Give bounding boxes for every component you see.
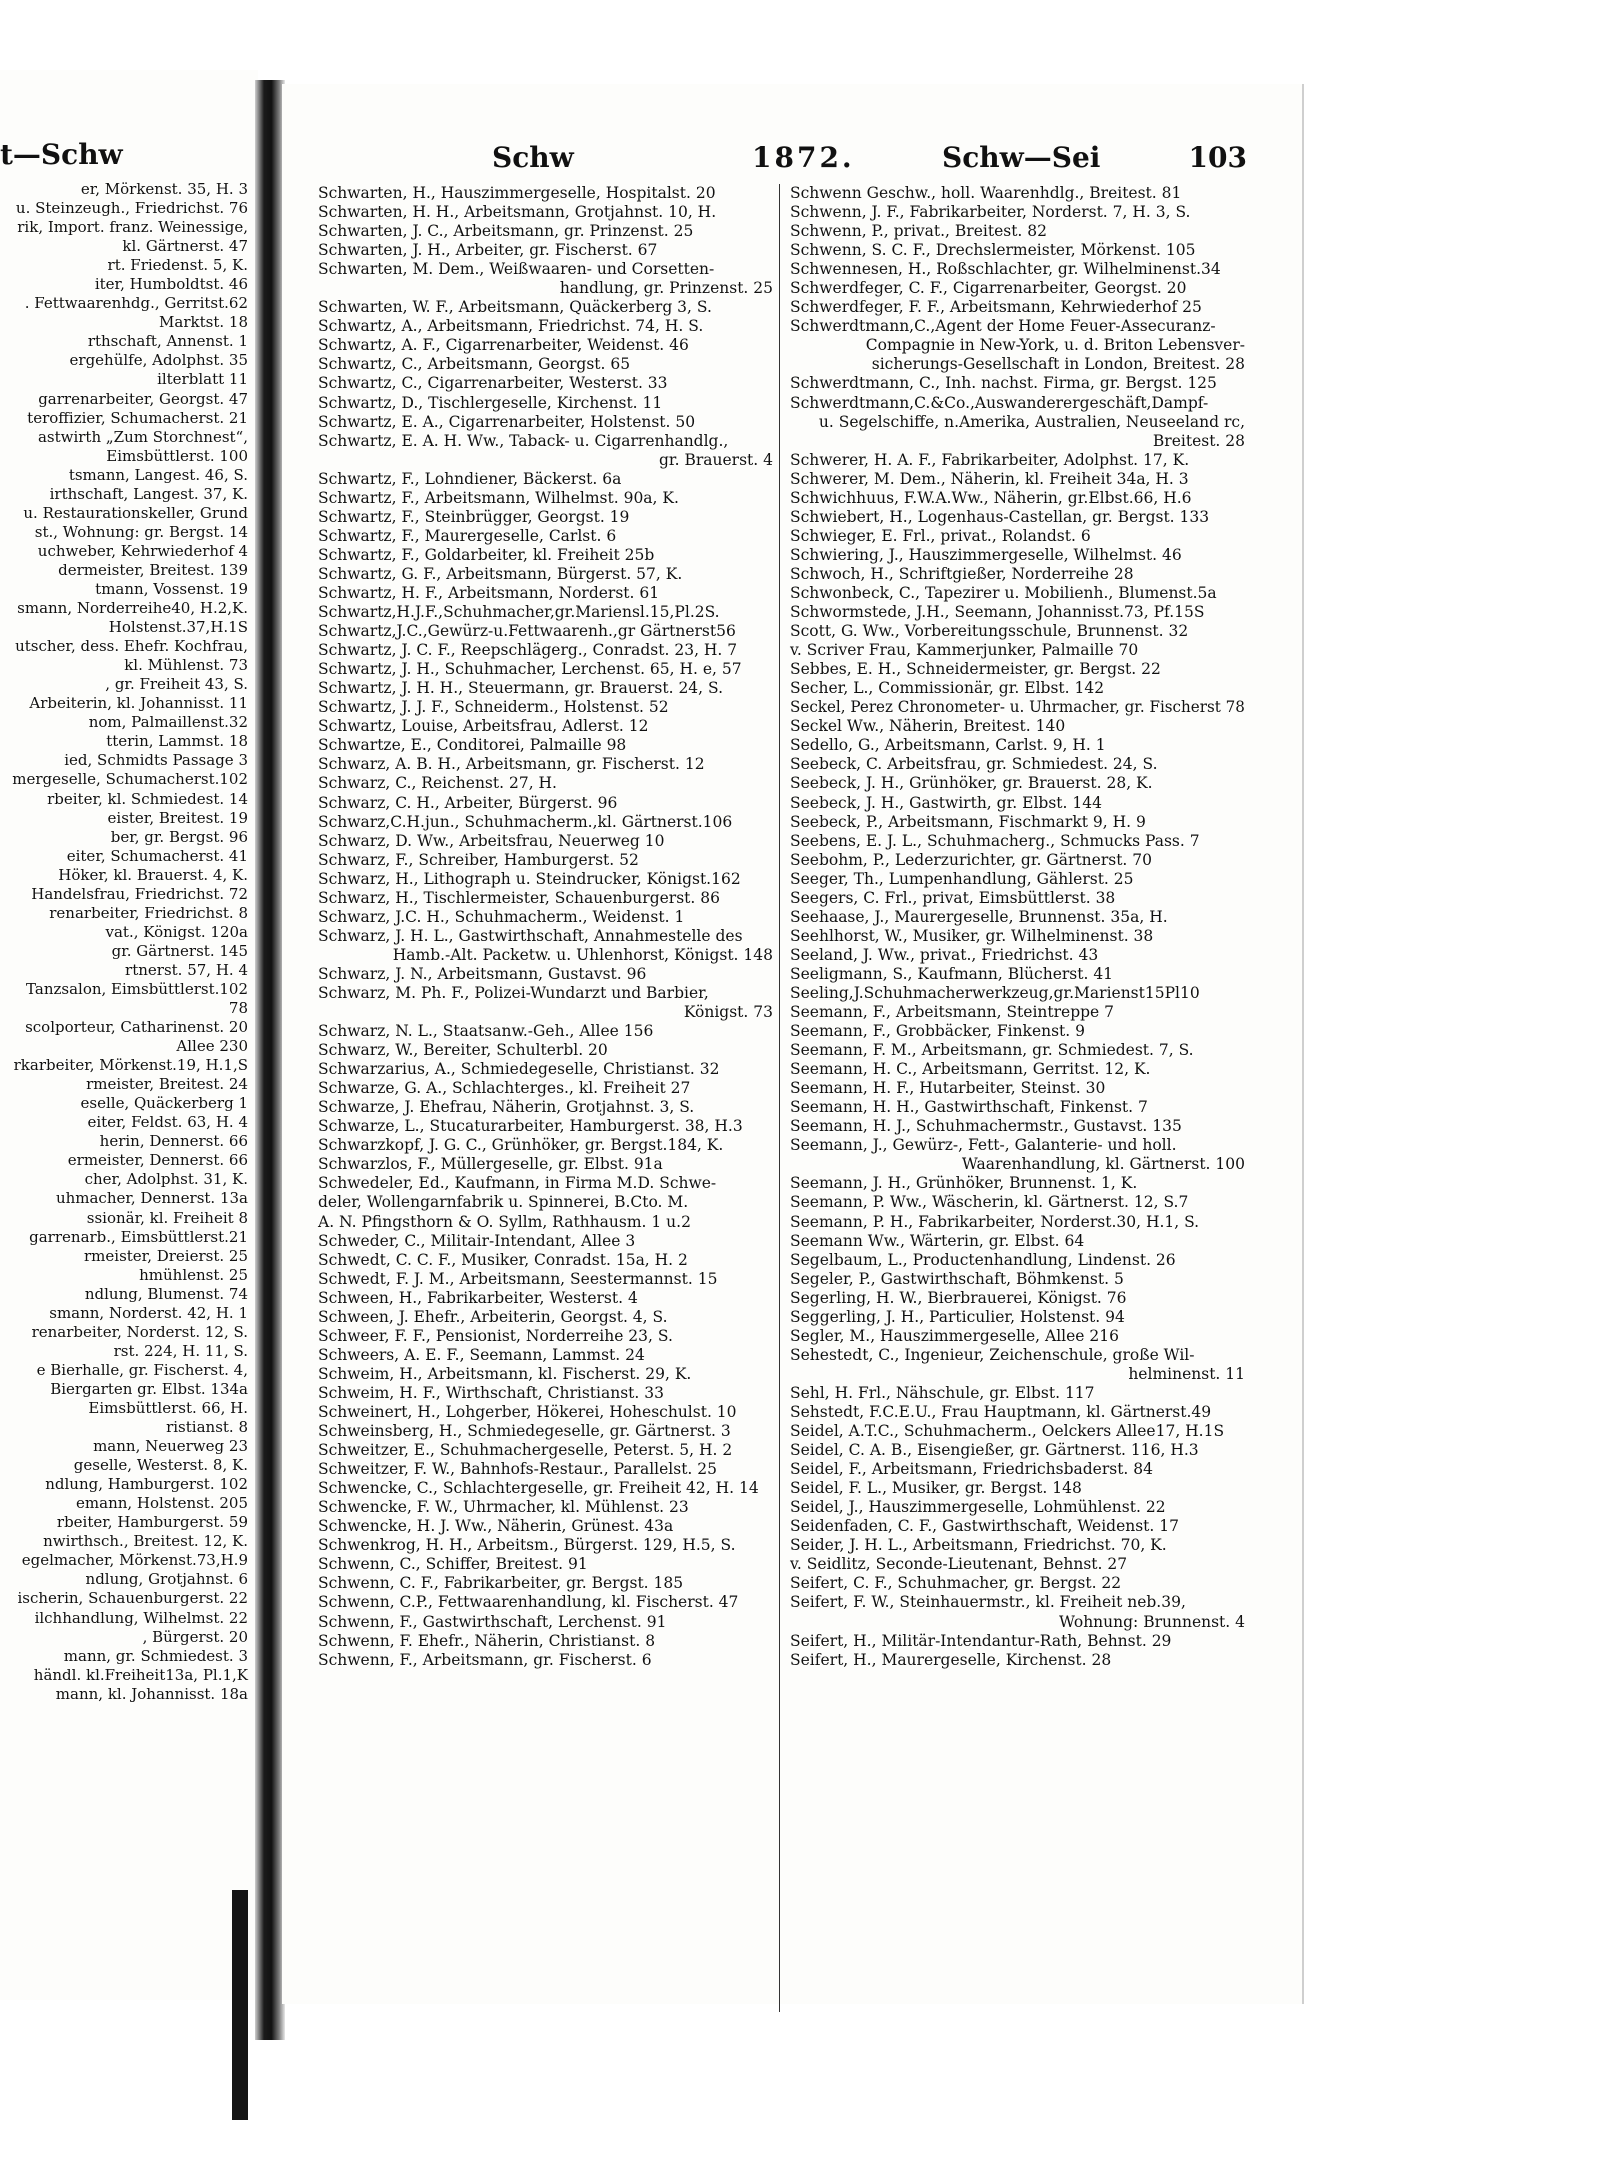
directory-entry: Schwartz, A., Arbeitsmann, Friedrichst. 74, H. S. bbox=[318, 317, 704, 336]
directory-entry: Schwartz, E. A. H. Ww., Taback- u. Cigarrenhandlg., bbox=[318, 431, 729, 450]
previous-page-line: mann, gr. Schmiedest. 3 bbox=[63, 1646, 248, 1665]
directory-column-right bbox=[790, 184, 1245, 1670]
directory-entry: Seemann, P. Ww., Wäscherin, kl. Gärtnerst. 12, S.7 bbox=[790, 1193, 1189, 1212]
directory-entry: Schwarz, M. Ph. F., Polizei-Wundarzt und Barbier, bbox=[318, 983, 709, 1002]
previous-page-line: rik, Import. franz. Weinessige, bbox=[17, 218, 248, 237]
previous-page-line: herin, Dennerst. 66 bbox=[99, 1132, 248, 1151]
previous-page-line: rmeister, Breitest. 24 bbox=[86, 1075, 248, 1094]
directory-entry: Schwartz, F., Maurergeselle, Carlst. 6 bbox=[318, 526, 617, 545]
directory-entry: Schwerdtmann, C., Inh. nachst. Firma, gr. Bergst. 125 bbox=[790, 374, 1217, 393]
directory-entry: Seemann, H. J., Schuhmachermstr., Gustavst. 135 bbox=[790, 1117, 1182, 1136]
directory-entry: Schweer, F. F., Pensionist, Norderreihe 23, S. bbox=[318, 1326, 673, 1345]
directory-entry: Segelbaum, L., Productenhandlung, Lindenst. 26 bbox=[790, 1250, 1176, 1269]
directory-column-left bbox=[318, 184, 773, 1670]
directory-entry: Schwartz, F., Arbeitsmann, Wilhelmst. 90a, K. bbox=[318, 488, 679, 507]
previous-page-line: tmann, Vossenst. 19 bbox=[95, 579, 248, 598]
directory-entry: Schwartz, C., Cigarrenarbeiter, Westerst. 33 bbox=[318, 374, 668, 393]
previous-page-line: händl. kl.Freiheit13a, Pl.1,K bbox=[33, 1665, 248, 1684]
directory-entry: Seemann, F., Arbeitsmann, Steintreppe 7 bbox=[790, 1003, 1115, 1022]
directory-entry: Seemann, H. H., Gastwirthschaft, Finkenst. 7 bbox=[790, 1098, 1148, 1117]
directory-entry: Seidel, F. L., Musiker, gr. Bergst. 148 bbox=[790, 1479, 1082, 1498]
directory-entry: Seehlhorst, W., Musiker, gr. Wilhelminenst. 38 bbox=[790, 926, 1154, 945]
directory-entry: Schweitzer, E., Schuhmachergeselle, Peterst. 5, H. 2 bbox=[318, 1441, 733, 1460]
directory-entry-continuation: Waarenhandlung, kl. Gärtnerst. 100 bbox=[961, 1155, 1245, 1174]
directory-entry: Schwarten, M. Dem., Weißwaaren- und Corsetten- bbox=[318, 260, 715, 279]
book-gutter bbox=[255, 80, 285, 2040]
directory-entry: Schwerdtmann,C.,Agent der Home Feuer-Assecuranz- bbox=[790, 317, 1216, 336]
previous-page-line: garrenarb., Eimsbüttlerst.21 bbox=[29, 1227, 248, 1246]
directory-entry: Schwenn, S. C. F., Drechslermeister, Mörkenst. 105 bbox=[790, 241, 1196, 260]
directory-entry: Schwarz, D. Ww., Arbeitsfrau, Neuerweg 10 bbox=[318, 831, 665, 850]
directory-entry-continuation: handlung, gr. Prinzenst. 25 bbox=[559, 279, 773, 298]
directory-entry: Schwarz,C.H.jun., Schuhmacherm.,kl. Gärtnerst.106 bbox=[318, 812, 733, 831]
previous-page-line: smann, Norderst. 42, H. 1 bbox=[49, 1303, 248, 1322]
directory-entry: Schwedeler, Ed., Kaufmann, in Firma M.D. Schwe- bbox=[318, 1174, 717, 1193]
directory-entry: Schwenn, P., privat., Breitest. 82 bbox=[790, 222, 1047, 241]
header-range: Schw—Sei bbox=[942, 141, 1101, 174]
directory-page bbox=[282, 84, 1304, 2004]
directory-entry: Schwencke, H. J. Ww., Näherin, Grünest. 43a bbox=[318, 1517, 674, 1536]
directory-entry: Secher, L., Commissionär, gr. Elbst. 142 bbox=[790, 679, 1105, 698]
directory-entry: Schweitzer, F. W., Bahnhofs-Restaur., Parallelst. 25 bbox=[318, 1460, 718, 1479]
directory-entry: Segler, M., Hauszimmergeselle, Allee 216 bbox=[790, 1326, 1119, 1345]
previous-page-line: Tanzsalon, Eimsbüttlerst.102 bbox=[26, 979, 248, 998]
directory-entry: Schwarz, N. L., Staatsanw.-Geh., Allee 156 bbox=[318, 1022, 654, 1041]
directory-entry: Seifert, F. W., Steinhauermstr., kl. Freiheit neb.39, bbox=[790, 1593, 1186, 1612]
directory-entry: Schwarz, F., Schreiber, Hamburgerst. 52 bbox=[318, 850, 639, 869]
previous-page-line: ilterblatt 11 bbox=[157, 370, 248, 389]
directory-entry: Schweder, C., Militair-Intendant, Allee 3 bbox=[318, 1231, 636, 1250]
previous-page-line: egelmacher, Mörkenst.73,H.9 bbox=[21, 1551, 248, 1570]
previous-page-line: scolporteur, Catharinenst. 20 bbox=[25, 1018, 248, 1037]
directory-entry: Segerling, H. W., Bierbrauerei, Königst. 76 bbox=[790, 1288, 1127, 1307]
previous-page-line: astwirth „Zum Storchnest“, bbox=[37, 427, 248, 446]
directory-entry: Schwarz, C., Reichenst. 27, H. bbox=[318, 774, 557, 793]
directory-entry: Seemann, H. F., Hutarbeiter, Steinst. 30 bbox=[790, 1079, 1106, 1098]
previous-page-line: ndlung, Grotjahnst. 6 bbox=[85, 1570, 248, 1589]
directory-entry: Schwarzkopf, J. G. C., Grünhöker, gr. Bergst.184, K. bbox=[318, 1136, 724, 1155]
directory-entry: Schwedt, F. J. M., Arbeitsmann, Seestermannst. 15 bbox=[318, 1269, 718, 1288]
previous-page-line: uchweber, Kehrwiederhof 4 bbox=[37, 541, 248, 560]
directory-entry-continuation: Breitest. 28 bbox=[1152, 431, 1245, 450]
previous-page-line: st., Wohnung: gr. Bergst. 14 bbox=[34, 522, 248, 541]
previous-page-line: Holstenst.37,H.1S bbox=[108, 618, 248, 637]
directory-entry: Sehstedt, F.C.E.U., Frau Hauptmann, kl. Gärtnerst.49 bbox=[790, 1403, 1212, 1421]
directory-entry: Schwerdtmann,C.&Co.,Auswanderergeschäft,Dampf- bbox=[790, 393, 1209, 412]
previous-page-line: e Bierhalle, gr. Fischerst. 4, bbox=[36, 1360, 248, 1379]
directory-entry: Seebeck, P., Arbeitsmann, Fischmarkt 9, H. 9 bbox=[790, 812, 1146, 831]
directory-entry-continuation: Hamb.-Alt. Packetw. u. Uhlenhorst, Königst. 148 bbox=[392, 945, 773, 964]
previous-page-line: teroffizier, Schumacherst. 21 bbox=[27, 408, 248, 427]
directory-entry: Schwarz, W., Bereiter, Schulterbl. 20 bbox=[318, 1041, 608, 1060]
directory-entry: Schwartz, E. A., Cigarrenarbeiter, Holstenst. 50 bbox=[318, 412, 696, 431]
directory-entry: Schweim, H., Arbeitsmann, kl. Fischerst. 29, K. bbox=[318, 1364, 692, 1383]
directory-entry: Schwarz, H., Tischlermeister, Schauenburgerst. 86 bbox=[318, 888, 720, 907]
directory-entry: Sehl, H. Frl., Nähschule, gr. Elbst. 117 bbox=[790, 1383, 1095, 1402]
previous-page-line: rst. 224, H. 11, S. bbox=[113, 1341, 248, 1360]
directory-entry-continuation: Compagnie in New-York, u. d. Briton Lebensver- bbox=[865, 336, 1245, 355]
page-header bbox=[312, 141, 1247, 177]
directory-entry: Schwenn, C., Schiffer, Breitest. 91 bbox=[318, 1555, 588, 1574]
previous-page-line: ilchhandlung, Wilhelmst. 22 bbox=[34, 1608, 248, 1627]
directory-entry: Seifert, H., Maurergeselle, Kirchenst. 28 bbox=[790, 1650, 1112, 1669]
previous-page-line: 78 bbox=[228, 999, 248, 1018]
directory-entry: deler, Wollengarnfabrik u. Spinnerei, B.Cto. M. bbox=[318, 1193, 689, 1212]
directory-entry: Seidel, A.T.C., Schuhmacherm., Oelckers Allee17, H.1S bbox=[790, 1422, 1225, 1441]
directory-entry: Schwenn, C.P., Fettwaarenhandlung, kl. Fischerst. 47 bbox=[318, 1593, 739, 1612]
directory-entry: Seeling,J.Schuhmacherwerkzeug,gr.Marienst15Pl10 bbox=[790, 983, 1200, 1002]
previous-page-line: rthschaft, Annenst. 1 bbox=[87, 332, 248, 351]
directory-entry: Schwarten, H. H., Arbeitsmann, Grotjahnst. 10, H. bbox=[318, 203, 717, 222]
directory-entry: Sedello, G., Arbeitsmann, Carlst. 9, H. 1 bbox=[790, 736, 1106, 755]
previous-page-fragment bbox=[0, 70, 258, 2000]
previous-page-line: smann, Norderreihe40, H.2,K. bbox=[17, 599, 248, 618]
directory-entry: Seebens, E. J. L., Schuhmacherg., Schmucks Pass. 7 bbox=[790, 831, 1200, 850]
directory-entry: Schwarzarius, A., Schmiedegeselle, Christianst. 32 bbox=[318, 1060, 720, 1079]
previous-page-line: Arbeiterin, kl. Johannisst. 11 bbox=[29, 694, 248, 713]
previous-page-line: , gr. Freiheit 43, S. bbox=[105, 675, 248, 694]
previous-page-line: tterin, Lammst. 18 bbox=[106, 732, 248, 751]
directory-entry: Schwarzlos, F., Müllergeselle, gr. Elbst. 91a bbox=[318, 1155, 663, 1174]
directory-entry: Schwarten, J. C., Arbeitsmann, gr. Prinzenst. 25 bbox=[318, 222, 694, 241]
directory-entry: Schwartz, D., Tischlergeselle, Kirchenst. 11 bbox=[318, 393, 663, 412]
previous-page-lines bbox=[0, 180, 248, 1704]
previous-page-line: hmühlenst. 25 bbox=[139, 1265, 248, 1284]
directory-entry: Schwartz, H. F., Arbeitsmann, Norderst. 61 bbox=[318, 583, 660, 602]
directory-entry: Schwartz,J.C.,Gewürz-u.Fettwaarenh.,gr Gärtnerst56 bbox=[318, 622, 736, 641]
directory-entry: Schwenn, F. Ehefr., Näherin, Christianst. 8 bbox=[318, 1631, 656, 1650]
directory-entry: Schwartze, E., Conditorei, Palmaille 98 bbox=[318, 736, 627, 755]
directory-entry: Schwarz, A. B. H., Arbeitsmann, gr. Fischerst. 12 bbox=[318, 755, 705, 774]
previous-page-line: tsmann, Langest. 46, S. bbox=[68, 465, 248, 484]
directory-entry: Schwarze, G. A., Schlachterges., kl. Freiheit 27 bbox=[318, 1079, 691, 1098]
previous-page-line: eiter, Schumacherst. 41 bbox=[66, 846, 248, 865]
previous-page-line: eiter, Feldst. 63, H. 4 bbox=[87, 1113, 248, 1132]
directory-entry: Schwartz, Louise, Arbeitsfrau, Adlerst. 12 bbox=[318, 717, 649, 736]
directory-entry: Seeligmann, S., Kaufmann, Blücherst. 41 bbox=[790, 964, 1114, 983]
directory-entry: Seemann, J. H., Grünhöker, Brunnenst. 1, K. bbox=[790, 1174, 1138, 1193]
directory-entry: Schwoch, H., Schriftgießer, Norderreihe 28 bbox=[790, 564, 1134, 583]
directory-entry: Schwonbeck, C., Tapezirer u. Mobilienh., Blumenst.5a bbox=[790, 583, 1217, 602]
previous-page-line: ischerin, Schauenburgerst. 22 bbox=[17, 1589, 248, 1608]
directory-entry-continuation: helminenst. 11 bbox=[1128, 1364, 1245, 1383]
previous-page-header: t—Schw bbox=[0, 138, 123, 171]
directory-entry: Schwartz, J. J. F., Schneiderm., Holstenst. 52 bbox=[318, 698, 669, 717]
previous-page-line: Handelsfrau, Friedrichst. 72 bbox=[31, 884, 248, 903]
directory-entry-continuation: gr. Brauerst. 4 bbox=[659, 450, 773, 469]
previous-page-line: ndlung, Hamburgerst. 102 bbox=[45, 1475, 248, 1494]
directory-entry: Seifert, H., Militär-Intendantur-Rath, Behnst. 29 bbox=[790, 1631, 1172, 1650]
page-number: 103 bbox=[1188, 141, 1247, 174]
directory-entry: Schwarz, H., Lithograph u. Steindrucker, Königst.162 bbox=[318, 869, 741, 888]
directory-entry: Seehaase, J., Maurergeselle, Brunnenst. 35a, H. bbox=[790, 907, 1168, 926]
previous-page-line: rkarbeiter, Mörkenst.19, H.1,S bbox=[13, 1056, 248, 1075]
previous-page-line: kl. Mühlenst. 73 bbox=[124, 656, 248, 675]
previous-page-line: rbeiter, kl. Schmiedest. 14 bbox=[47, 789, 248, 808]
directory-entry: Seebohm, P., Lederzurichter, gr. Gärtnerst. 70 bbox=[790, 850, 1153, 869]
directory-entry: Seemann Ww., Wärterin, gr. Elbst. 64 bbox=[790, 1231, 1085, 1250]
directory-entry: Seebeck, J. H., Gastwirth, gr. Elbst. 144 bbox=[790, 793, 1102, 812]
previous-page-line: emann, Holstenst. 205 bbox=[76, 1494, 248, 1513]
directory-entry: Seegers, C. Frl., privat, Eimsbüttlerst. 38 bbox=[790, 888, 1116, 907]
directory-entry: Schwenn, J. F., Fabrikarbeiter, Norderst. 7, H. 3, S. bbox=[790, 203, 1191, 222]
directory-entry: Schwenkrog, H. H., Arbeitsm., Bürgerst. 129, H.5, S. bbox=[318, 1536, 736, 1555]
directory-entry: Schween, H., Fabrikarbeiter, Westerst. 4 bbox=[318, 1288, 638, 1307]
directory-entry: Schwarten, H., Hauszimmergeselle, Hospitalst. 20 bbox=[318, 184, 716, 202]
directory-entry: Segeler, P., Gastwirthschaft, Böhmkenst. 5 bbox=[790, 1269, 1124, 1288]
previous-page-line: rtnerst. 57, H. 4 bbox=[125, 960, 248, 979]
header-left-keyword: Schw bbox=[492, 141, 574, 174]
previous-page-line: ied, Schmidts Passage 3 bbox=[64, 751, 248, 770]
previous-page-line: , Bürgerst. 20 bbox=[142, 1627, 248, 1646]
previous-page-line: utscher, dess. Ehefr. Kochfrau, bbox=[15, 637, 248, 656]
previous-page-line: rt. Friedenst. 5, K. bbox=[107, 256, 248, 275]
directory-entry-continuation: Wohnung: Brunnenst. 4 bbox=[1058, 1612, 1245, 1631]
directory-entry: Schwarten, J. H., Arbeiter, gr. Fischerst. 67 bbox=[318, 241, 658, 260]
directory-entry: Schwenn, F., Arbeitsmann, gr. Fischerst. 6 bbox=[318, 1650, 652, 1669]
directory-entry: Schwarten, W. F., Arbeitsmann, Quäckerberg 3, S. bbox=[318, 298, 712, 317]
directory-entry: Seifert, C. F., Schuhmacher, gr. Bergst. 22 bbox=[790, 1574, 1122, 1593]
directory-entry: Sehestedt, C., Ingenieur, Zeichenschule, große Wil- bbox=[790, 1345, 1195, 1364]
directory-entry: Seckel, Perez Chronometer- u. Uhrmacher, gr. Fischerst 78 bbox=[790, 698, 1245, 717]
directory-entry: Schwartz, G. F., Arbeitsmann, Bürgerst. 57, K. bbox=[318, 564, 683, 583]
directory-entry: Schwartz, F., Goldarbeiter, kl. Freiheit 25b bbox=[318, 545, 655, 564]
previous-page-line: ergehülfe, Adolphst. 35 bbox=[69, 351, 248, 370]
previous-page-line: renarbeiter, Norderst. 12, S. bbox=[31, 1322, 248, 1341]
directory-entry: Seemann, F. M., Arbeitsmann, gr. Schmiedest. 7, S. bbox=[790, 1041, 1194, 1060]
directory-entry: Schwerer, M. Dem., Näherin, kl. Freiheit 34a, H. 3 bbox=[790, 469, 1189, 488]
directory-entry: Schwartz, J. H. H., Steuermann, gr. Brauerst. 24, S. bbox=[318, 679, 724, 698]
previous-page-line: gr. Gärtnerst. 145 bbox=[111, 941, 248, 960]
previous-page-line: renarbeiter, Friedrichst. 8 bbox=[49, 903, 248, 922]
previous-page-line: Biergarten gr. Elbst. 134a bbox=[50, 1379, 248, 1398]
directory-entry: Schweim, H. F., Wirthschaft, Christianst. 33 bbox=[318, 1383, 664, 1402]
directory-entry: Seeland, J. Ww., privat., Friedrichst. 43 bbox=[790, 945, 1099, 964]
directory-entry: Schwieger, E. Frl., privat., Rolandst. 6 bbox=[790, 526, 1091, 545]
previous-page-line: Eimsbüttlerst. 100 bbox=[106, 446, 248, 465]
directory-entry: Schwenn, F., Gastwirthschaft, Lerchenst. 91 bbox=[318, 1612, 667, 1631]
previous-page-line: Allee 230 bbox=[176, 1037, 248, 1056]
previous-page-line: mann, kl. Johannisst. 18a bbox=[55, 1684, 248, 1703]
directory-entry: Schwartz,H.J.F.,Schuhmacher,gr.Mariensl.15,Pl.2S. bbox=[318, 603, 720, 622]
previous-page-line: . Fettwaarenhdg., Gerritst.62 bbox=[24, 294, 248, 313]
directory-entry: Schwencke, C., Schlachtergeselle, gr. Freiheit 42, H. 14 bbox=[318, 1479, 759, 1498]
directory-entry: Schwarz, J.C. H., Schuhmacherm., Weidenst. 1 bbox=[318, 907, 685, 926]
header-year: 1872. bbox=[752, 141, 855, 174]
directory-entry: Schwarz, C. H., Arbeiter, Bürgerst. 96 bbox=[318, 793, 618, 812]
directory-entry: Schwartz, C., Arbeitsmann, Georgst. 65 bbox=[318, 355, 631, 374]
directory-entry-continuation: sicherungs-Gesellschaft in London, Breitest. 28 bbox=[871, 355, 1245, 374]
previous-page-line: dermeister, Breitest. 139 bbox=[58, 560, 248, 579]
directory-entry: Schwarz, J. H. L., Gastwirthschaft, Annahmestelle des bbox=[318, 926, 743, 945]
directory-entry: Schwartz, F., Lohndiener, Bäckerst. 6a bbox=[318, 469, 622, 488]
directory-entry: Schwartz, A. F., Cigarrenarbeiter, Weidenst. 46 bbox=[318, 336, 689, 355]
directory-entry: Seider, J. H. L., Arbeitsmann, Friedrichst. 70, K. bbox=[790, 1536, 1167, 1555]
directory-entry: Schwiering, J., Hauszimmergeselle, Wilhelmst. 46 bbox=[790, 545, 1182, 564]
directory-entry: Schween, J. Ehefr., Arbeiterin, Georgst. 4, S. bbox=[318, 1307, 668, 1326]
directory-entry: Seckel Ww., Näherin, Breitest. 140 bbox=[790, 717, 1066, 736]
directory-entry: Schwerer, H. A. F., Fabrikarbeiter, Adolphst. 17, K. bbox=[790, 450, 1190, 469]
directory-entry: Seebeck, C. Arbeitsfrau, gr. Schmiedest. 24, S. bbox=[790, 755, 1158, 774]
directory-entry: Seemann, P. H., Fabrikarbeiter, Norderst.30, H.1, S. bbox=[790, 1212, 1200, 1231]
previous-page-line: Höker, kl. Brauerst. 4, K. bbox=[58, 865, 248, 884]
previous-page-line: ber, gr. Bergst. 96 bbox=[110, 827, 248, 846]
directory-entry: Schwencke, F. W., Uhrmacher, kl. Mühlenst. 23 bbox=[318, 1498, 689, 1517]
directory-entry: Schwerdfeger, C. F., Cigarrenarbeiter, Georgst. 20 bbox=[790, 279, 1187, 298]
directory-entry: Seemann, F., Grobbäcker, Finkenst. 9 bbox=[790, 1022, 1085, 1041]
previous-page-line: mann, Neuerweg 23 bbox=[93, 1437, 248, 1456]
directory-entry: Seidel, F., Arbeitsmann, Friedrichsbaderst. 84 bbox=[790, 1460, 1154, 1479]
previous-page-line: u. Steinzeugh., Friedrichst. 76 bbox=[15, 199, 248, 218]
previous-page-line: geselle, Westerst. 8, K. bbox=[73, 1456, 248, 1475]
previous-page-line: ermeister, Dennerst. 66 bbox=[67, 1151, 248, 1170]
directory-entry: Seggerling, J. H., Particulier, Holstenst. 94 bbox=[790, 1307, 1125, 1326]
directory-entry: Schwenn, C. F., Fabrikarbeiter, gr. Bergst. 185 bbox=[318, 1574, 684, 1593]
directory-entry: Scott, G. Ww., Vorbereitungsschule, Brunnenst. 32 bbox=[790, 622, 1189, 641]
previous-page-line: mergeselle, Schumacherst.102 bbox=[12, 770, 248, 789]
directory-entry: Seemann, J., Gewürz-, Fett-, Galanterie- und holl. bbox=[790, 1136, 1177, 1155]
directory-entry: Schwichhuus, F.W.A.Ww., Näherin, gr.Elbst.66, H.6 bbox=[790, 488, 1192, 507]
directory-entry: Schwartz, F., Steinbrügger, Georgst. 19 bbox=[318, 507, 630, 526]
directory-entry: Schwarze, L., Stucaturarbeiter, Hamburgerst. 38, H.3 bbox=[318, 1117, 743, 1136]
previous-page-line: ristianst. 8 bbox=[166, 1418, 248, 1437]
directory-entry: Schwarz, J. N., Arbeitsmann, Gustavst. 96 bbox=[318, 964, 647, 983]
directory-entry: Schwartz, J. C. F., Reepschlägerg., Conradst. 23, H. 7 bbox=[318, 641, 738, 660]
previous-page-line: eister, Breitest. 19 bbox=[107, 808, 248, 827]
previous-page-line: irthschaft, Langest. 37, K. bbox=[49, 484, 248, 503]
previous-page-line: nom, Palmaillenst.32 bbox=[88, 713, 248, 732]
previous-page-line: garrenarbeiter, Georgst. 47 bbox=[38, 389, 248, 408]
previous-page-line: nwirthsch., Breitest. 12, K. bbox=[43, 1532, 248, 1551]
directory-entry: Schwenn Geschw., holl. Waarenhdlg., Breitest. 81 bbox=[790, 184, 1182, 202]
directory-entry: Schwedt, C. C. F., Musiker, Conradst. 15a, H. 2 bbox=[318, 1250, 688, 1269]
directory-entry: Schweers, A. E. F., Seemann, Lammst. 24 bbox=[318, 1345, 645, 1364]
previous-page-line: er, Mörkenst. 35, H. 3 bbox=[80, 180, 248, 198]
previous-page-line: cher, Adolphst. 31, K. bbox=[84, 1170, 248, 1189]
previous-page-line: eselle, Quäckerberg 1 bbox=[80, 1094, 248, 1113]
directory-entry: Schwartz, J. H., Schuhmacher, Lerchenst. 65, H. e, 57 bbox=[318, 660, 742, 679]
directory-entry: Schwennesen, H., Roßschlachter, gr. Wilhelminenst.34 bbox=[790, 260, 1221, 279]
directory-entry-continuation: Königst. 73 bbox=[683, 1003, 773, 1022]
directory-entry: Seeger, Th., Lumpenhandlung, Gählerst. 25 bbox=[790, 869, 1134, 888]
directory-entry: Schwiebert, H., Logenhaus-Castellan, gr. Bergst. 133 bbox=[790, 507, 1210, 526]
previous-page-line: ssionär, kl. Freiheit 8 bbox=[86, 1208, 248, 1227]
previous-page-line: rbeiter, Hamburgerst. 59 bbox=[56, 1513, 248, 1532]
previous-page-line: ndlung, Blumenst. 74 bbox=[84, 1284, 248, 1303]
directory-entry: Schweinert, H., Lohgerber, Hökerei, Hoheschulst. 10 bbox=[318, 1403, 737, 1421]
directory-entry: Schwerdfeger, F. F., Arbeitsmann, Kehrwiederhof 25 bbox=[790, 298, 1202, 317]
directory-entry: Seemann, H. C., Arbeitsmann, Gerritst. 12, K. bbox=[790, 1060, 1151, 1079]
directory-entry: Schweinsberg, H., Schmiedegeselle, gr. Gärtnerst. 3 bbox=[318, 1422, 731, 1441]
directory-entry: v. Seidlitz, Seconde-Lieutenant, Behnst. 27 bbox=[790, 1555, 1128, 1574]
directory-entry: Sebbes, E. H., Schneidermeister, gr. Bergst. 22 bbox=[790, 660, 1161, 679]
binding-clip bbox=[232, 1890, 248, 2120]
directory-entry: v. Scriver Frau, Kammerjunker, Palmaille 70 bbox=[790, 641, 1139, 660]
directory-entry-continuation: u. Segelschiffe, n.Amerika, Australien, Neuseeland rc, bbox=[818, 412, 1245, 431]
directory-entry: A. N. Pfingsthorn & O. Syllm, Rathhausm. 1 u.2 bbox=[318, 1212, 691, 1231]
previous-page-line: u. Restaurationskeller, Grund bbox=[23, 503, 248, 522]
previous-page-line: kl. Gärtnerst. 47 bbox=[122, 237, 248, 256]
previous-page-line: uhmacher, Dennerst. 13a bbox=[55, 1189, 248, 1208]
directory-entry: Schwormstede, J.H., Seemann, Johannisst.73, Pf.15S bbox=[790, 603, 1205, 622]
directory-entry: Seebeck, J. H., Grünhöker, gr. Brauerst. 28, K. bbox=[790, 774, 1153, 793]
previous-page-line: Eimsbüttlerst. 66, H. bbox=[88, 1399, 248, 1417]
previous-page-line: vat., Königst. 120a bbox=[105, 922, 248, 941]
directory-entry: Seidel, J., Hauszimmergeselle, Lohmühlenst. 22 bbox=[790, 1498, 1166, 1517]
column-divider bbox=[779, 184, 780, 2012]
previous-page-line: iter, Humboldtst. 46 bbox=[94, 275, 248, 294]
previous-page-line: rmeister, Dreierst. 25 bbox=[84, 1246, 248, 1265]
directory-entry: Seidel, C. A. B., Eisengießer, gr. Gärtnerst. 116, H.3 bbox=[790, 1441, 1199, 1460]
previous-page-line: Marktst. 18 bbox=[159, 313, 248, 332]
directory-entry: Seidenfaden, C. F., Gastwirthschaft, Weidenst. 17 bbox=[790, 1517, 1179, 1536]
directory-entry: Schwarze, J. Ehefrau, Näherin, Grotjahnst. 3, S. bbox=[318, 1098, 695, 1117]
